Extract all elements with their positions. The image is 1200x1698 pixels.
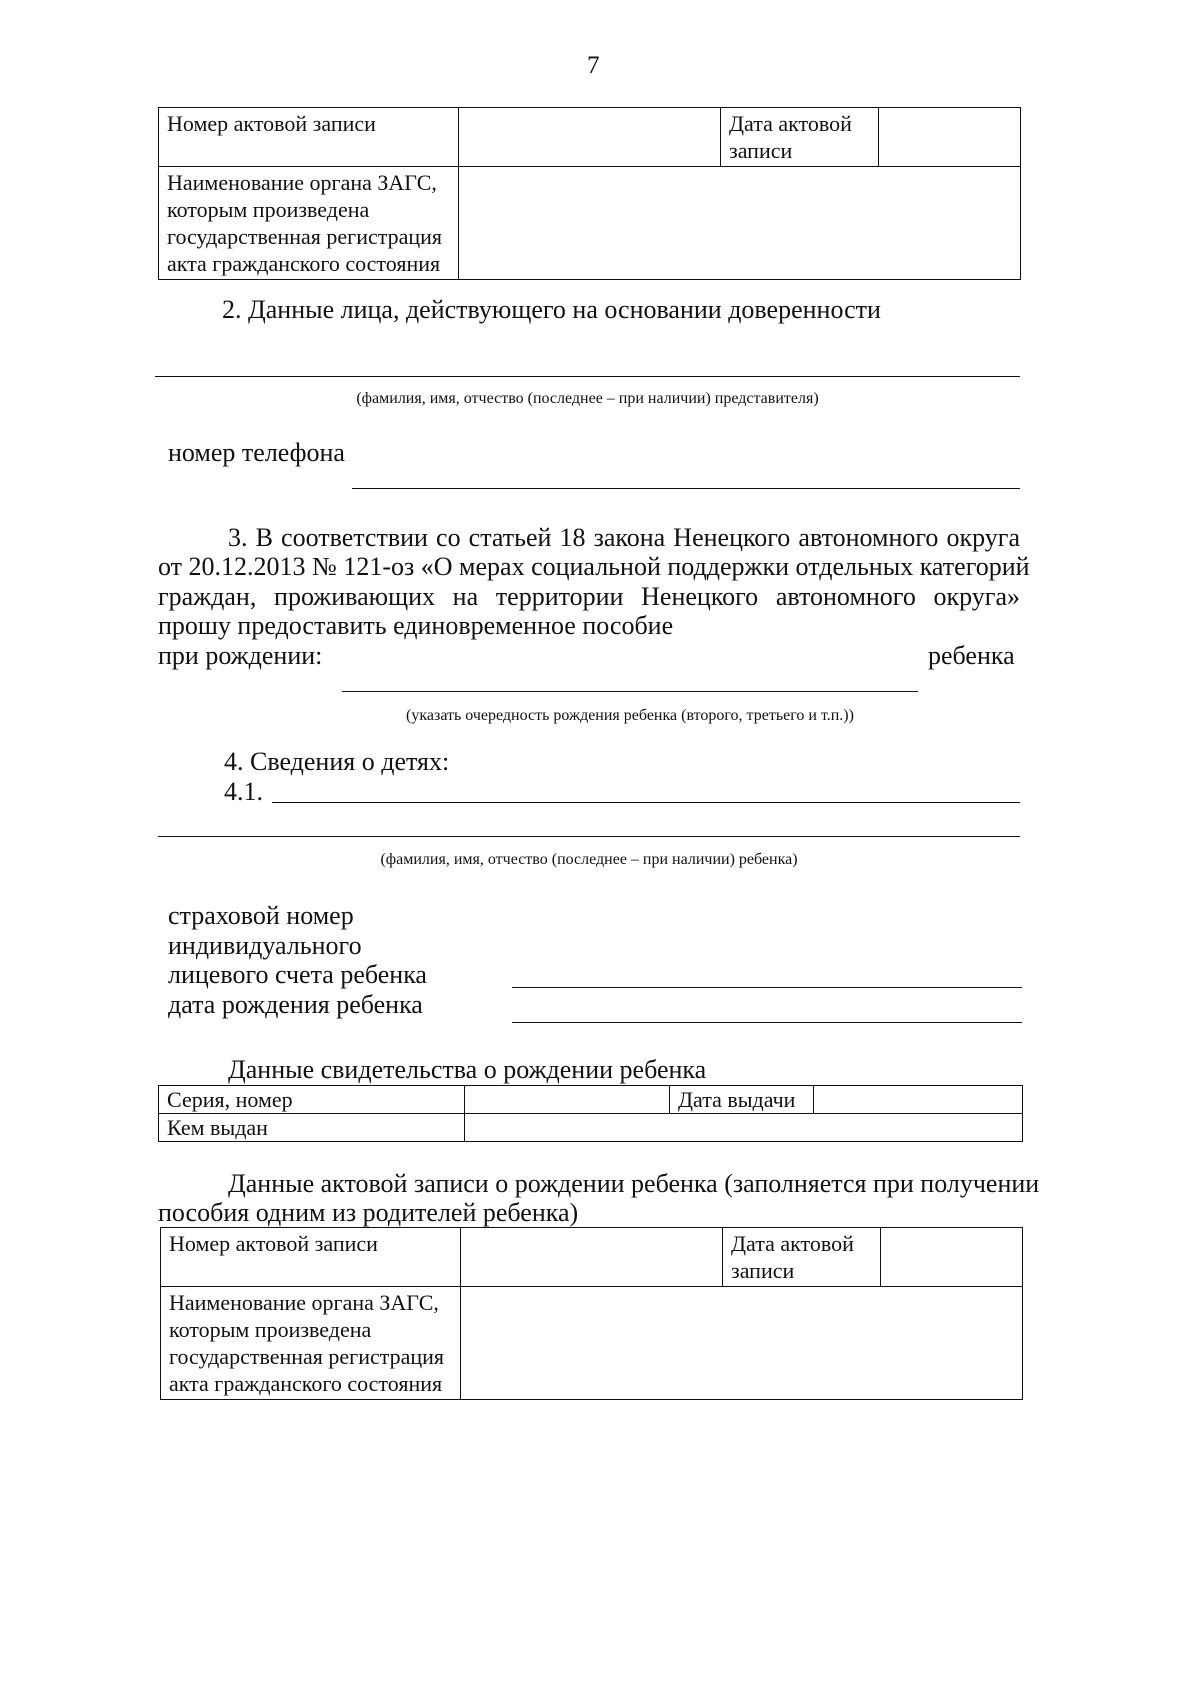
- child-fio-caption: (фамилия, имя, отчество (последнее – при наличии) ребенка): [380, 851, 798, 868]
- birth-act-record-table: [160, 1227, 1023, 1400]
- birth-registry-office-field[interactable]: [461, 1287, 1023, 1400]
- record-number-label: Номер актовой записи: [159, 108, 459, 167]
- section-2-heading: 2. Данные лица, действующего на основании доверенности: [222, 295, 881, 324]
- registry-office-label: Наименование органа ЗАГС, которым произведена государственная регистрация акта гражданского состояния: [159, 167, 459, 280]
- birth-order-caption: (указать очередность рождения ребенка (второго, третьего и т.п.)): [406, 707, 854, 724]
- child-label: ребенка: [928, 641, 1015, 670]
- record-date-field[interactable]: [879, 108, 1021, 167]
- birth-label: при рождении:: [158, 641, 323, 670]
- birth-act-heading-line-1: Данные актовой записи о рождении ребенка (заполняется при получении: [228, 1169, 1040, 1198]
- child-fio-line-1[interactable]: [272, 802, 1020, 803]
- section-4-heading: 4. Сведения о детях:: [224, 747, 450, 776]
- representative-fio-line[interactable]: [155, 376, 1020, 377]
- snils-line[interactable]: [512, 987, 1022, 988]
- section-3-line-2: от 20.12.2013 № 121-оз «О мерах социальной поддержки отдельных категорий: [158, 552, 1030, 581]
- birth-record-number-field[interactable]: [461, 1228, 723, 1287]
- issue-date-label: Дата выдачи: [670, 1086, 814, 1114]
- child-fio-line-2[interactable]: [158, 836, 1020, 837]
- section-3-line-3: граждан, проживающих на территории Ненецкого автономного округа»: [158, 582, 1020, 611]
- registry-office-field[interactable]: [459, 167, 1021, 280]
- birth-order-line[interactable]: [342, 691, 918, 692]
- issued-by-field[interactable]: [465, 1114, 1023, 1142]
- birth-record-number-label: Номер актовой записи: [161, 1228, 461, 1287]
- series-number-label: Серия, номер: [159, 1086, 465, 1114]
- issue-date-field[interactable]: [814, 1086, 1023, 1114]
- birth-certificate-table: [158, 1085, 1023, 1142]
- birth-certificate-heading: Данные свидетельства о рождении ребенка: [228, 1055, 707, 1084]
- record-number-field[interactable]: [459, 108, 721, 167]
- snils-label-line-1: страховой номер: [168, 901, 354, 930]
- issued-by-label: Кем выдан: [159, 1114, 465, 1142]
- snils-label-line-2: индивидуального: [168, 931, 362, 960]
- child-item-number: 4.1.: [224, 777, 263, 806]
- birth-act-heading-line-2: пособия одним из родителей ребенка): [158, 1198, 579, 1227]
- act-record-table-top: [158, 107, 1021, 280]
- page-number: 7: [587, 52, 600, 79]
- series-number-field[interactable]: [465, 1086, 670, 1114]
- phone-line[interactable]: [352, 488, 1020, 489]
- birth-record-date-label: Дата актовой записи: [723, 1228, 881, 1287]
- birth-record-date-field[interactable]: [881, 1228, 1023, 1287]
- representative-fio-caption: (фамилия, имя, отчество (последнее – при наличии) представителя): [356, 390, 819, 407]
- record-date-label: Дата актовой записи: [721, 108, 879, 167]
- section-3-line-1: 3. В соответствии со статьей 18 закона Ненецкого автономного округа: [228, 523, 1020, 552]
- birth-date-label: дата рождения ребенка: [168, 990, 423, 1019]
- birth-date-line[interactable]: [512, 1022, 1022, 1023]
- birth-registry-office-label: Наименование органа ЗАГС, которым произведена государственная регистрация акта гражданского состояния: [161, 1287, 461, 1400]
- section-3-line-4: прошу предоставить единовременное пособие: [158, 611, 674, 640]
- snils-label-line-3: лицевого счета ребенка: [168, 960, 427, 989]
- phone-label: номер телефона: [168, 438, 345, 467]
